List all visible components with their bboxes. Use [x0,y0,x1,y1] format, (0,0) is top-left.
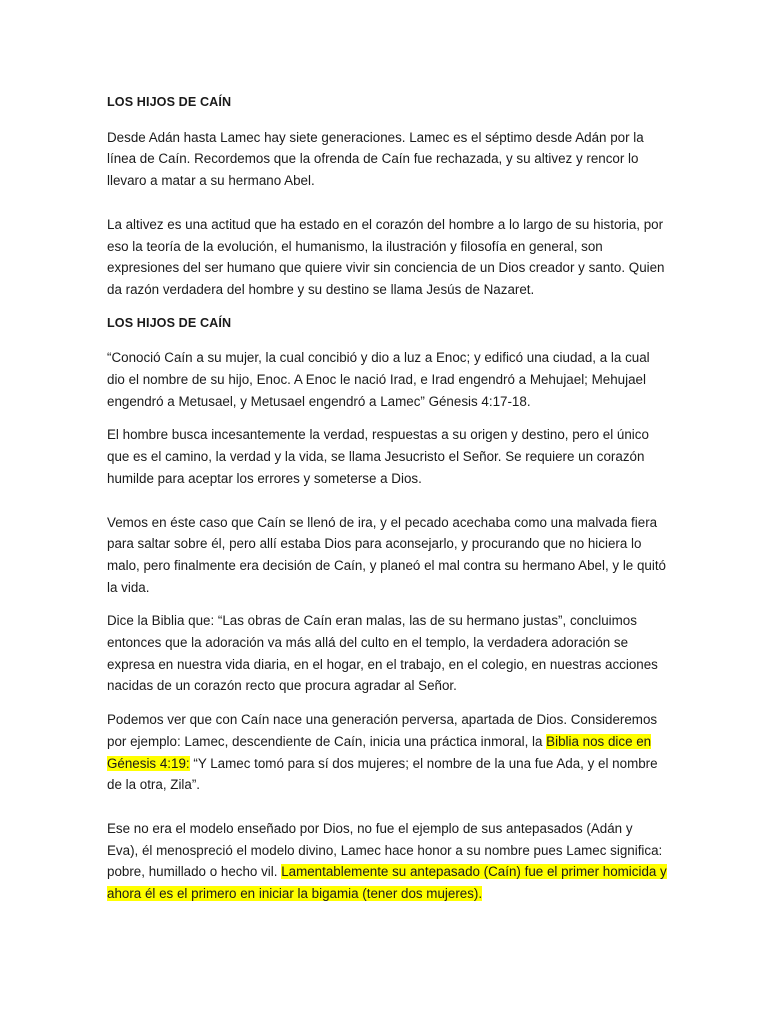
paragraph-5: Vemos en éste caso que Caín se llenó de ira, y el pecado acechaba como una malvada fiera para saltar sobre él, pero allí estaba Dios para aconsejarlo, y procurando que no hiciera lo malo, pero finalmente era decisión de Caín, y planeó el mal contra su hermano Abel, y le quitó la vida. [107,514,667,595]
paragraph-6: Dice la Biblia que: “Las obras de Caín eran malas, las de su hermano justas”, concluimos entonces que la adoración va más allá del culto en el templo, la verdadera adoración se expresa en nuestra vida diaria, en el hogar, en el trabajo, en el colegio, en nuestras acciones nacidas de un corazón recto que procura agradar al Señor. [107,613,658,694]
paragraph-7-text-b: “Y Lamec tomó para sí dos mujeres; el nombre de la una fue Ada, y el nombre de la otra, Zila”. [107,755,658,793]
paragraph-7 [107,709,667,796]
paragraph-3-quote: “Conoció Caín a su mujer, la cual concibió y dio a luz a Enoc; y edificó una ciudad, a la cual dio el nombre de su hijo, Enoc. A Enoc le nació Irad, e Irad engendró a Mehujael; Mehujael engendró a Metusael, y Metusael engendró a Lamec” Génesis 4:17-18. [107,350,650,409]
paragraph-7-text-a: Podemos ver que con Caín nace una generación perversa, apartada de Dios. Consideremos por ejemplo: Lamec, descendiente de Caín, inicia una práctica inmoral, la [107,712,658,749]
section-heading-1: LOS HIJOS DE CAÍN [107,95,232,109]
paragraph-4: El hombre busca incesantemente la verdad, respuestas a su origen y destino, pero el único que es el camino, la verdad y la vida, se llama Jesucristo el Señor. Se requiere un corazón humilde para aceptar los errores y someterse a Dios. [107,427,649,486]
paragraph-8-text-a: Ese no era el modelo enseñado por Dios, no fue el ejemplo de sus antepasados (Adán y Eva), él menospreció el modelo divino, Lamec hace honor a su nombre pues Lamec significa: pobre, humillado o hecho vil. [107,820,663,880]
paragraph-2: La altivez es una actitud que ha estado en el corazón del hombre a lo largo de su historia, por eso la teoría de la evolución, el humanismo, la ilustración y filosofía en general, son expresiones del ser humano que quiere vivir sin conciencia de un Dios creador y santo. Quien da razón verdadera del hombre y su destino se llama Jesús de Nazaret. [107,216,665,297]
section-heading-2: LOS HIJOS DE CAÍN [107,315,232,330]
paragraph-8 [107,818,667,905]
highlighted-reference: Biblia nos dice en Génesis 4:19: [107,733,652,771]
highlighted-conclusion: Lamentablemente su antepasado (Caín) fue el primer homicida y ahora él es el primero en iniciar la bigamia (tener dos mujeres). [107,864,667,902]
document-page [107,92,667,905]
paragraph-1: Desde Adán hasta Lamec hay siete generaciones. Lamec es el séptimo desde Adán por la línea de Caín. Recordemos que la ofrenda de Caín fue rechazada, y su altivez y rencor lo llevaro a matar a su hermano Abel. [107,129,644,189]
